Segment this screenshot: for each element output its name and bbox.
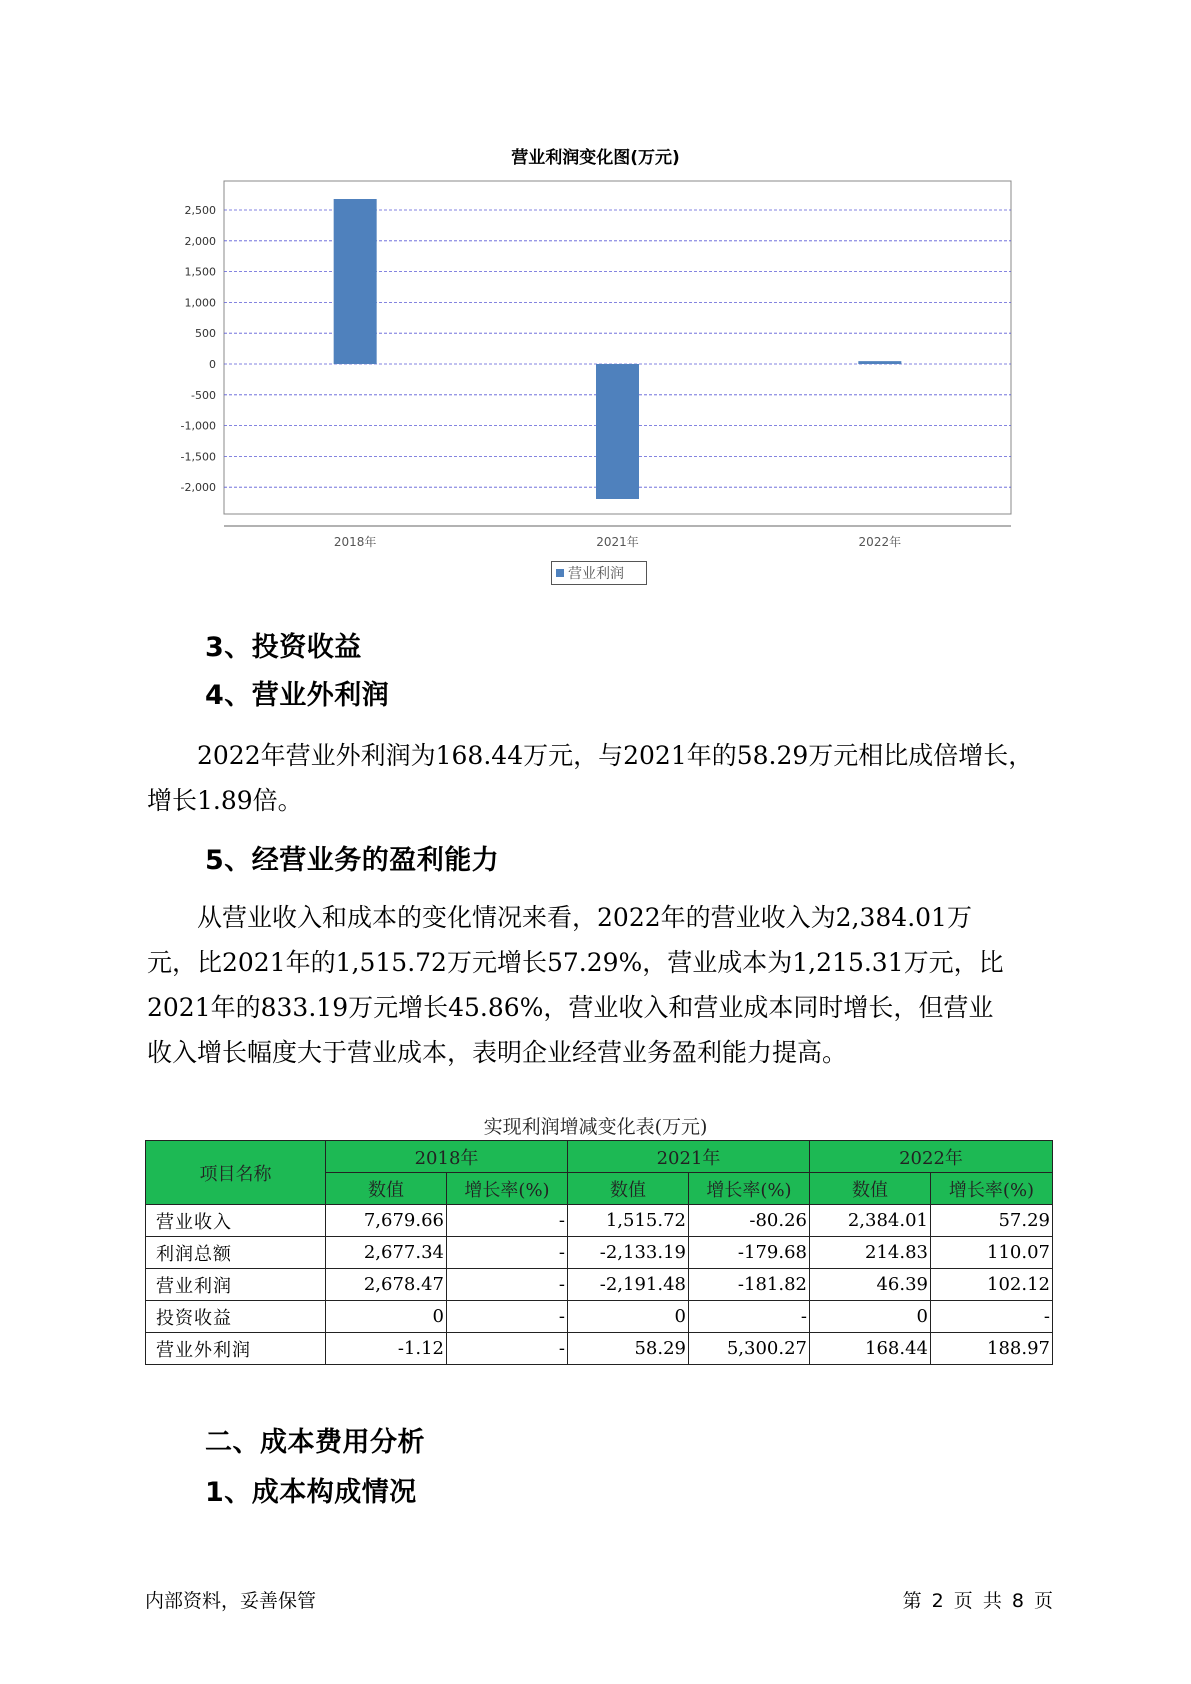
x-tick-label: 2022年 bbox=[858, 535, 902, 549]
bar bbox=[858, 361, 901, 364]
cell-value: 2,384.01 bbox=[810, 1205, 931, 1237]
cell-value: 2,677.34 bbox=[326, 1237, 447, 1269]
header-growth-rate: 增长率(%) bbox=[931, 1173, 1053, 1205]
header-year: 2021年 bbox=[568, 1141, 810, 1173]
cell-value: 1,515.72 bbox=[568, 1205, 689, 1237]
cell-growth-rate: - bbox=[447, 1205, 568, 1237]
row-item-name: 营业利润 bbox=[146, 1269, 326, 1301]
heading-cost-analysis: 二、成本费用分析 bbox=[205, 1427, 425, 1458]
table-row bbox=[146, 1205, 1053, 1237]
cell-growth-rate: - bbox=[447, 1269, 568, 1301]
paragraph-line: 收入增长幅度大于营业成本，表明企业经营业务盈利能力提高。 bbox=[147, 1038, 848, 1067]
cell-growth-rate: - bbox=[689, 1301, 810, 1333]
legend-swatch bbox=[556, 569, 564, 577]
header-growth-rate: 增长率(%) bbox=[689, 1173, 810, 1205]
cell-growth-rate: 110.07 bbox=[931, 1237, 1053, 1269]
cell-growth-rate: - bbox=[447, 1333, 568, 1365]
y-tick-label: 0 bbox=[209, 358, 216, 371]
cell-value: 168.44 bbox=[810, 1333, 931, 1365]
footer-confidential-note: 内部资料，妥善保管 bbox=[145, 1590, 317, 1612]
paragraph-line: 2022年营业外利润为168.44万元，与2021年的58.29万元相比成倍增长， bbox=[147, 741, 1034, 770]
cell-growth-rate: - bbox=[931, 1301, 1053, 1333]
header-value: 数值 bbox=[568, 1173, 689, 1205]
y-tick-label: 1,500 bbox=[184, 265, 216, 279]
paragraph-non-operating-profit bbox=[147, 733, 1077, 823]
footer-page-number: 第 2 页 共 8 页 bbox=[902, 1590, 1053, 1612]
header-item-name: 项目名称 bbox=[146, 1141, 326, 1205]
cell-value: -1.12 bbox=[326, 1333, 447, 1365]
cell-value: -2,133.19 bbox=[568, 1237, 689, 1269]
y-tick-label: 1,000 bbox=[184, 296, 216, 310]
heading-non-operating-profit: 4、营业外利润 bbox=[205, 680, 390, 711]
cell-value: 214.83 bbox=[810, 1237, 931, 1269]
cell-value: -2,191.48 bbox=[568, 1269, 689, 1301]
header-growth-rate: 增长率(%) bbox=[447, 1173, 568, 1205]
table-row bbox=[146, 1301, 1053, 1333]
paragraph-line: 元，比2021年的1,515.72万元增长57.29%，营业成本为1,215.31万元，比 bbox=[147, 948, 1004, 977]
header-value: 数值 bbox=[810, 1173, 931, 1205]
bar bbox=[596, 364, 639, 499]
cell-growth-rate: 102.12 bbox=[931, 1269, 1053, 1301]
y-tick-label: 500 bbox=[195, 327, 216, 341]
table-row bbox=[146, 1269, 1053, 1301]
row-item-name: 营业外利润 bbox=[146, 1333, 326, 1365]
row-item-name: 营业收入 bbox=[146, 1205, 326, 1237]
y-tick-label: -1,500 bbox=[180, 450, 216, 464]
paragraph-line: 2021年的833.19万元增长45.86%，营业收入和营业成本同时增长，但营业 bbox=[147, 993, 994, 1022]
header-year: 2022年 bbox=[810, 1141, 1053, 1173]
legend-label: 营业利润 bbox=[568, 566, 624, 582]
cell-growth-rate: -181.82 bbox=[689, 1269, 810, 1301]
heading-profitability: 5、经营业务的盈利能力 bbox=[205, 845, 500, 876]
profit-change-table bbox=[145, 1140, 1053, 1365]
heading-cost-structure: 1、成本构成情况 bbox=[205, 1477, 417, 1508]
x-tick-label: 2021年 bbox=[596, 535, 639, 549]
table-caption: 实现利润增减变化表(万元) bbox=[483, 1116, 708, 1138]
cell-growth-rate: - bbox=[447, 1301, 568, 1333]
cell-value: 58.29 bbox=[568, 1333, 689, 1365]
cell-growth-rate: 188.97 bbox=[931, 1333, 1053, 1365]
cell-value: 0 bbox=[810, 1301, 931, 1333]
paragraph-line: 从营业收入和成本的变化情况来看，2022年的营业收入为2,384.01万 bbox=[147, 903, 972, 932]
table-row bbox=[146, 1333, 1053, 1365]
cell-value: 7,679.66 bbox=[326, 1205, 447, 1237]
paragraph-profitability bbox=[147, 895, 1077, 1075]
cell-value: 0 bbox=[326, 1301, 447, 1333]
y-tick-label: -2,000 bbox=[180, 481, 216, 495]
header-value: 数值 bbox=[326, 1173, 447, 1205]
cell-value: 0 bbox=[568, 1301, 689, 1333]
cell-growth-rate: 57.29 bbox=[931, 1205, 1053, 1237]
heading-investment-income: 3、投资收益 bbox=[205, 632, 362, 663]
y-tick-label: -500 bbox=[191, 388, 216, 402]
x-tick-label: 2018年 bbox=[333, 535, 377, 549]
row-item-name: 利润总额 bbox=[146, 1237, 326, 1269]
chart-legend bbox=[551, 561, 647, 585]
cell-value: 2,678.47 bbox=[326, 1269, 447, 1301]
y-tick-label: 2,000 bbox=[184, 234, 216, 248]
cell-growth-rate: -179.68 bbox=[689, 1237, 810, 1269]
y-tick-label: 2,500 bbox=[184, 204, 216, 217]
cell-value: 46.39 bbox=[810, 1269, 931, 1301]
bar bbox=[334, 199, 377, 364]
header-year: 2018年 bbox=[326, 1141, 568, 1173]
cell-growth-rate: 5,300.27 bbox=[689, 1333, 810, 1365]
bar-chart bbox=[0, 0, 1191, 600]
table-row bbox=[146, 1237, 1053, 1269]
cell-growth-rate: -80.26 bbox=[689, 1205, 810, 1237]
paragraph-line: 增长1.89倍。 bbox=[147, 786, 303, 815]
y-tick-label: -1,000 bbox=[180, 419, 216, 433]
chart-title: 营业利润变化图(万元) bbox=[511, 148, 680, 168]
cell-growth-rate: - bbox=[447, 1237, 568, 1269]
row-item-name: 投资收益 bbox=[146, 1301, 326, 1333]
